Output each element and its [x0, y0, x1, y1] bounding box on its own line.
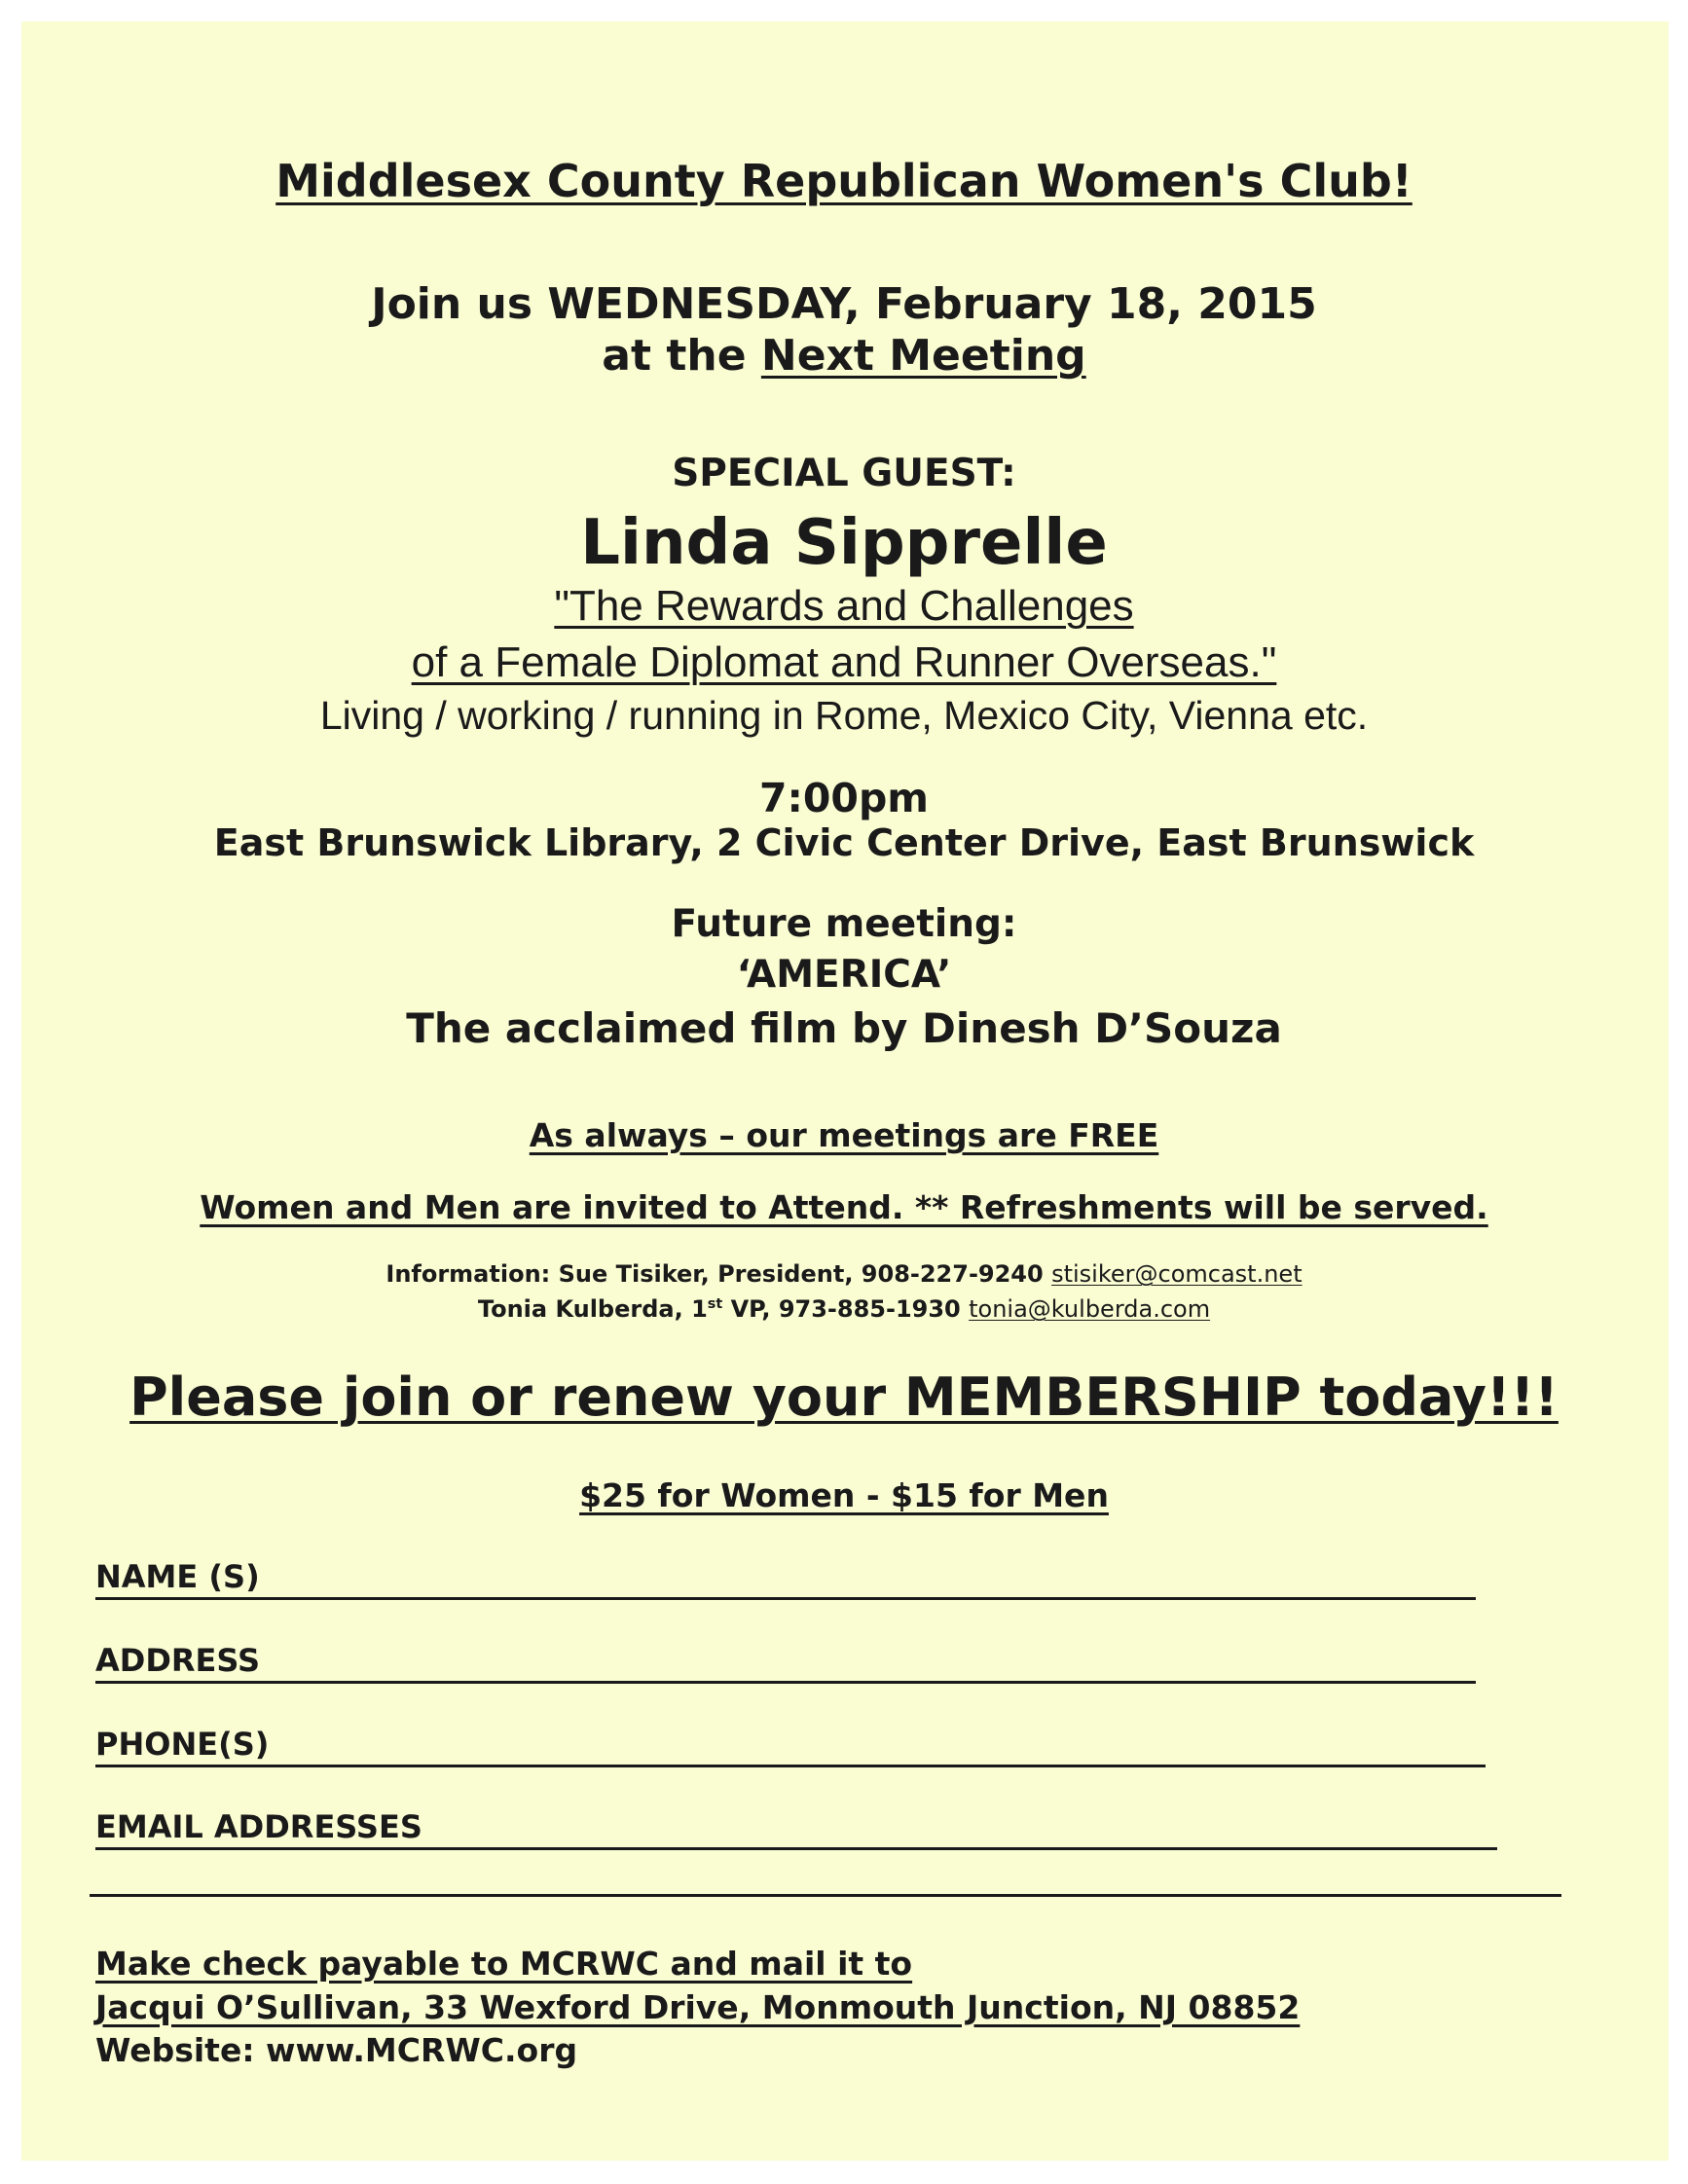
email-field[interactable] [95, 1804, 1497, 1850]
email-field-label: EMAIL ADDRESSES [95, 1808, 422, 1845]
membership-heading: Please join or renew your MEMBERSHIP today!!! [129, 1366, 1559, 1428]
name-field[interactable] [95, 1554, 1476, 1600]
next-meeting-text: Next Meeting [760, 331, 1086, 381]
next-meeting-line [0, 332, 1688, 382]
future-film-description: The acclaimed film by Dinesh D’Souza [406, 1004, 1282, 1052]
vp-name: Tonia Kulberda, 1 [477, 1295, 708, 1323]
future-film-title: ‘AMERICA’ [736, 953, 952, 997]
meeting-date: Join us WEDNESDAY, February 18, 2015 [371, 279, 1317, 329]
check-instructions: Make check payable to MCRWC and mail it to [95, 1945, 913, 1983]
guest-name: Linda Sipprelle [580, 507, 1108, 579]
website: Website: www.MCRWC.org [95, 2031, 578, 2069]
talk-title-line-1: "The Rewards and Challenges [554, 582, 1134, 630]
info-line-president [0, 1261, 1688, 1289]
at-the-text: at the [602, 331, 747, 381]
address-field[interactable] [95, 1638, 1476, 1684]
guest-description: Living / working / running in Rome, Mexico City, Vienna etc. [319, 693, 1369, 738]
vp-email-link[interactable]: tonia@kulberda.com [969, 1295, 1211, 1323]
future-meeting-label: Future meeting: [671, 902, 1017, 946]
meeting-time: 7:00pm [758, 775, 930, 821]
name-field-label: NAME (S) [95, 1558, 260, 1595]
extra-blank-line[interactable] [90, 1894, 1561, 1897]
meeting-venue: East Brunswick Library, 2 Civic Center Drive, East Brunswick [213, 821, 1475, 864]
vp-contact: VP, 973-885-1930 [722, 1295, 961, 1323]
club-title: Middlesex County Republican Women's Club! [275, 155, 1413, 207]
address-field-label: ADDRESS [95, 1642, 261, 1679]
info-line-vp [0, 1296, 1688, 1324]
invitation-note: Women and Men are invited to Attend. ** Refreshments will be served. [200, 1188, 1488, 1226]
president-contact: Information: Sue Tisiker, President, 908-227-9240 [385, 1260, 1044, 1288]
membership-dues: $25 for Women - $15 for Men [579, 1476, 1109, 1514]
phone-field[interactable] [95, 1722, 1486, 1767]
special-guest-label: SPECIAL GUEST: [672, 452, 1016, 495]
ordinal-suffix: st [707, 1296, 723, 1312]
talk-title-line-2: of a Female Diplomat and Runner Overseas." [411, 638, 1277, 686]
president-email-link[interactable]: stisiker@comcast.net [1051, 1260, 1303, 1288]
free-meetings-note: As always – our meetings are FREE [529, 1116, 1159, 1154]
phone-field-label: PHONE(S) [95, 1726, 270, 1763]
mailing-address: Jacqui O’Sullivan, 33 Wexford Drive, Monmouth Junction, NJ 08852 [95, 1988, 1301, 2026]
